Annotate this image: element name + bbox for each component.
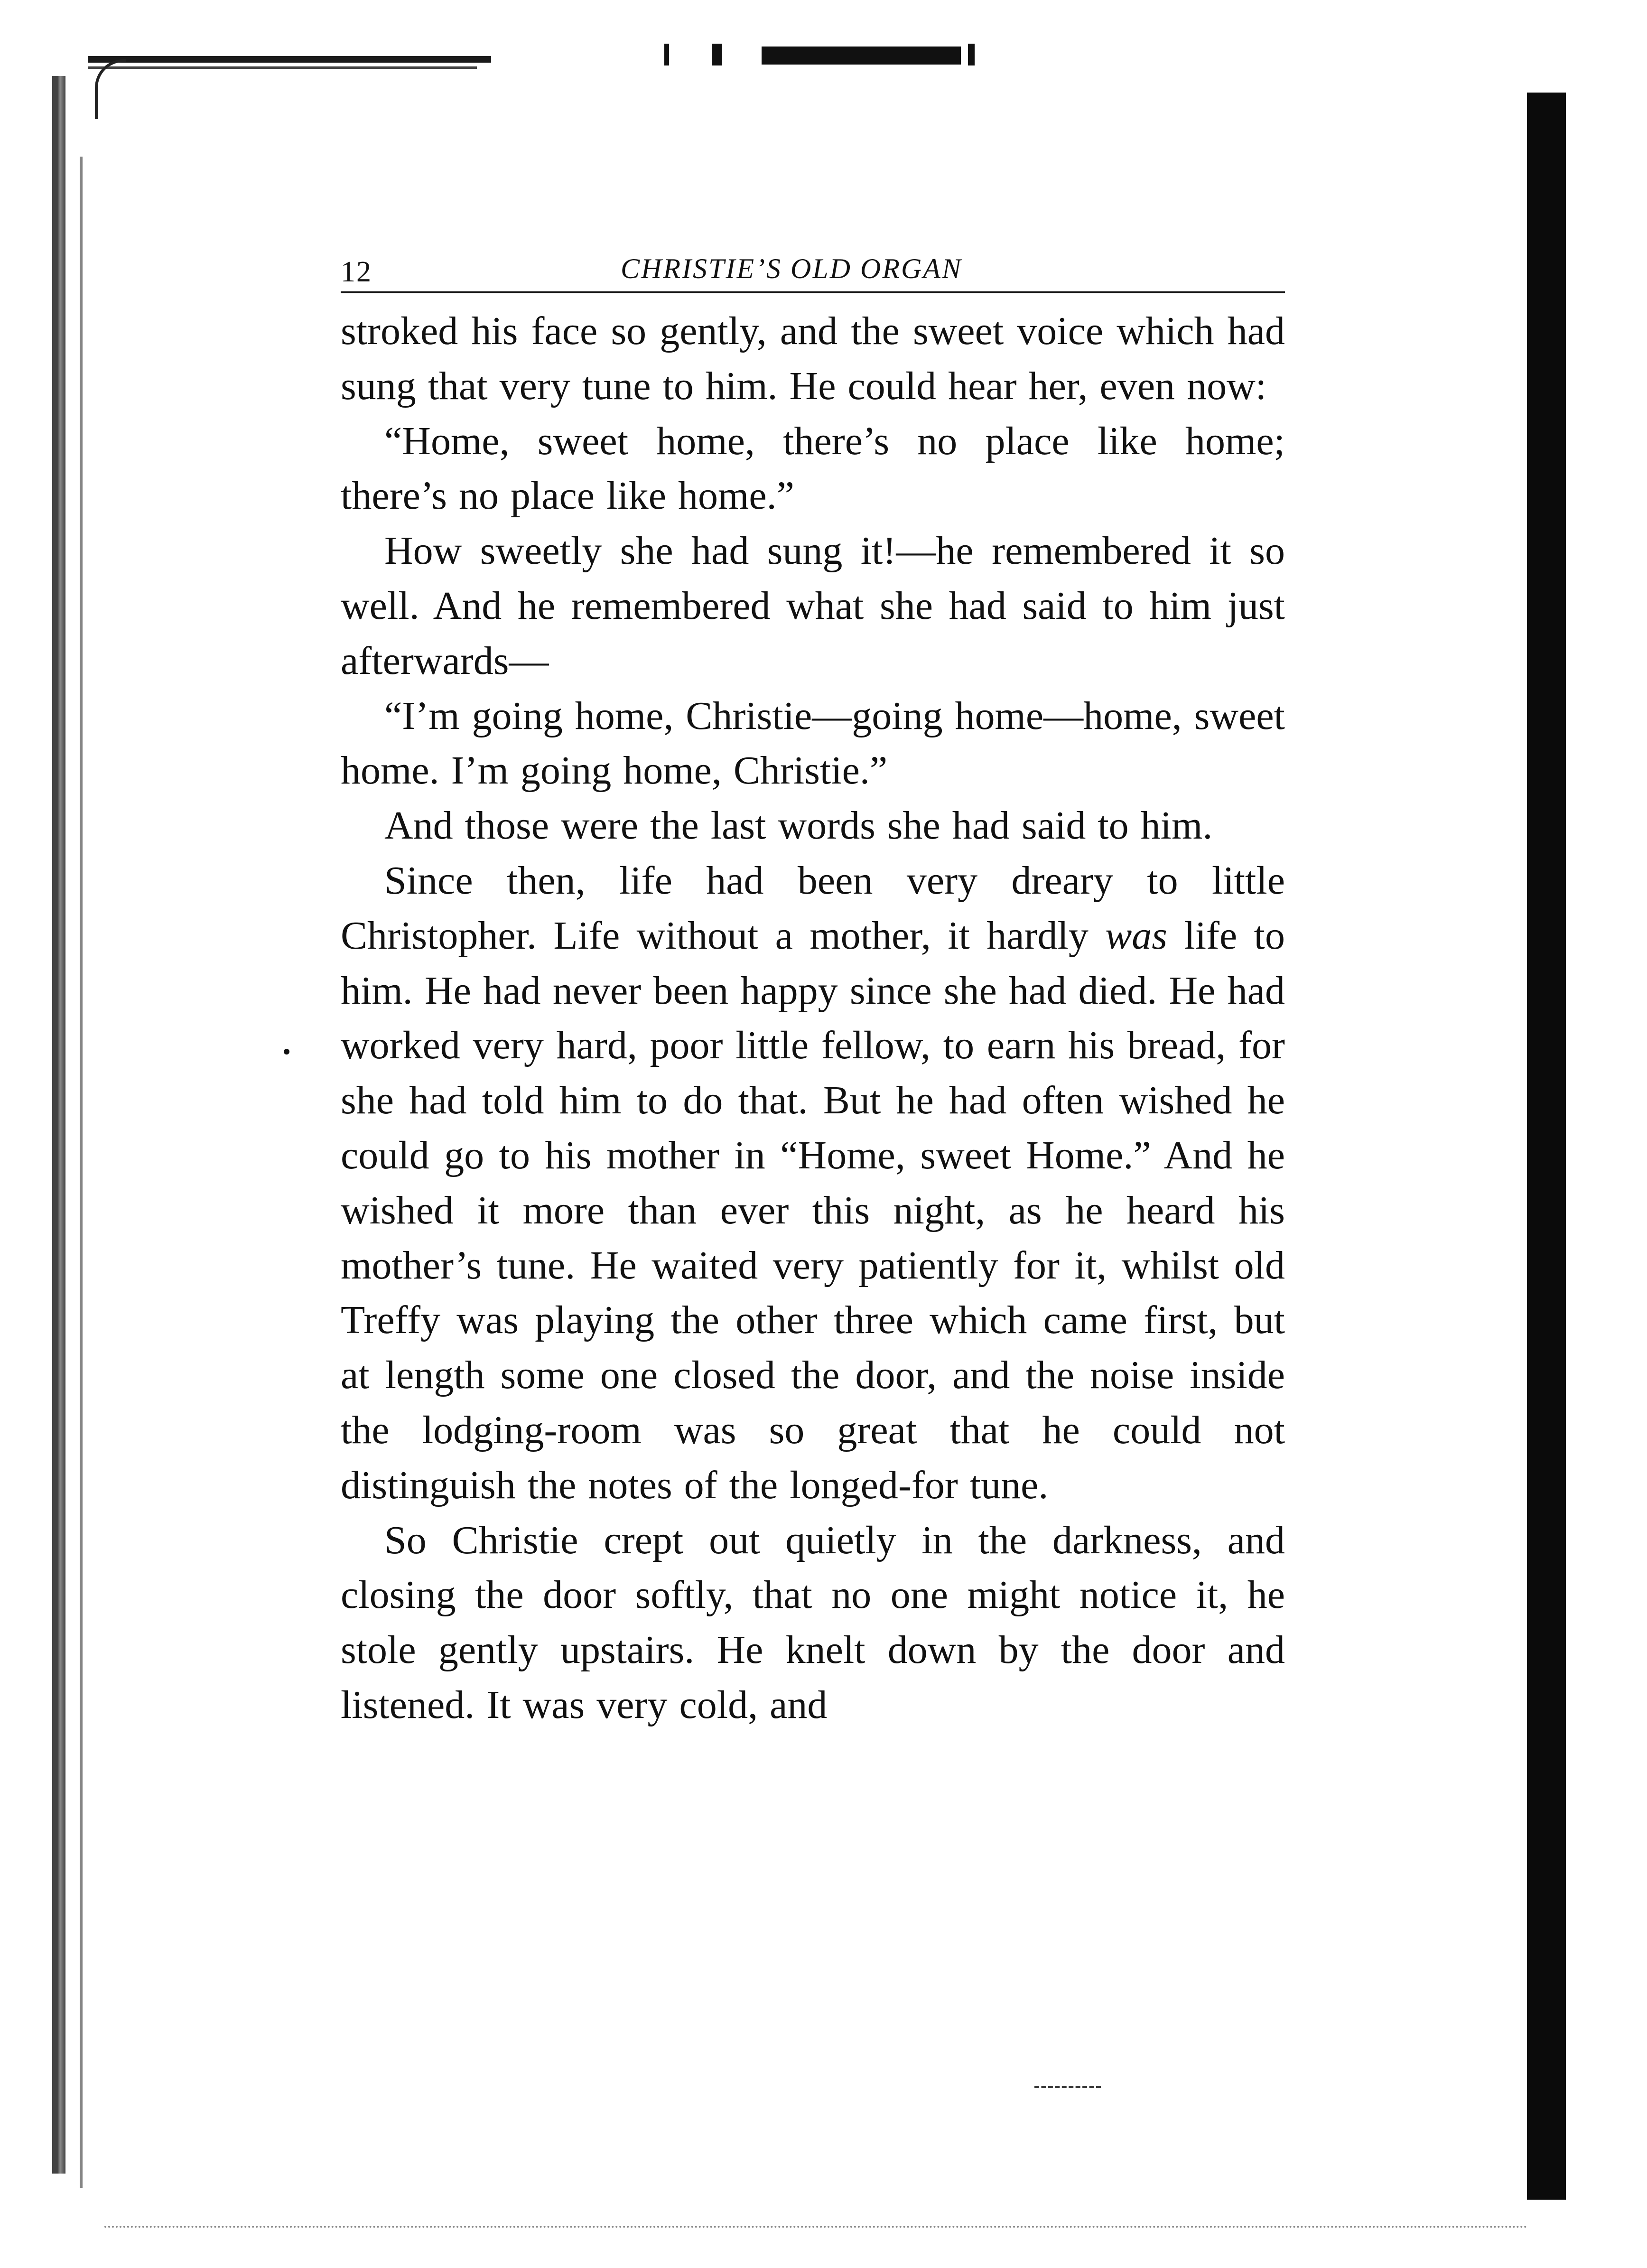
paragraph-7: So Christie crept out quietly in the darkness, and closing the door softly, that no one might notice it, he stole gently upstairs. He knelt down by the door and listened. It was very cold, and: [341, 1518, 1285, 1727]
margin-dot: [284, 1049, 289, 1055]
top-scan-rule-thin: [88, 66, 477, 69]
header-rule: [341, 291, 1285, 293]
page-number: 12: [341, 256, 372, 288]
top-scan-rule: [88, 56, 491, 63]
body-text: [341, 304, 1285, 1733]
left-binding-edge: [52, 76, 65, 2174]
paragraph-6: Since then, life had been very dreary to little Christopher. Life without a mother, it hardly was life to him. He had never been happy since she had died. He had worked very hard, poor little fellow, to earn his bread, for she had told him to do that. But he had often wished he could go to his mother in “Home, sweet Home.” And he wished it more than ever this night, as he heard his mother’s tune. He waited very patiently for it, whilst old Treffy was playing the other three which came first, but at length some one closed the door, and the noise inside the lodging-room was so great that he could not distinguish the notes of the longed-for tune.: [341, 858, 1285, 1507]
paragraph-1: stroked his face so gently, and the sweet voice which had sung that very tune to him. He could hear her, even now:: [341, 309, 1285, 408]
running-header: [341, 251, 1285, 294]
bottom-scan-edge: [104, 2226, 1528, 2230]
running-title: CHRISTIE’S OLD ORGAN: [621, 253, 962, 284]
paragraph-5: And those were the last words she had said to him.: [384, 803, 1213, 848]
paragraph-2: “Home, sweet home, there’s no place like home; there’s no place like home.”: [341, 419, 1285, 518]
ink-smudge: [1034, 2086, 1101, 2096]
paragraph-3: How sweetly she had sung it!—he remembered it so well. And he remembered what she had said to him just afterwards—: [341, 529, 1285, 683]
left-binding-line: [80, 157, 83, 2188]
paragraph-4: “I’m going home, Christie—going home—home, sweet home. I’m going home, Christie.”: [341, 693, 1285, 793]
emphasized-word: was: [1105, 913, 1167, 958]
right-scan-shadow: [1527, 93, 1566, 2200]
